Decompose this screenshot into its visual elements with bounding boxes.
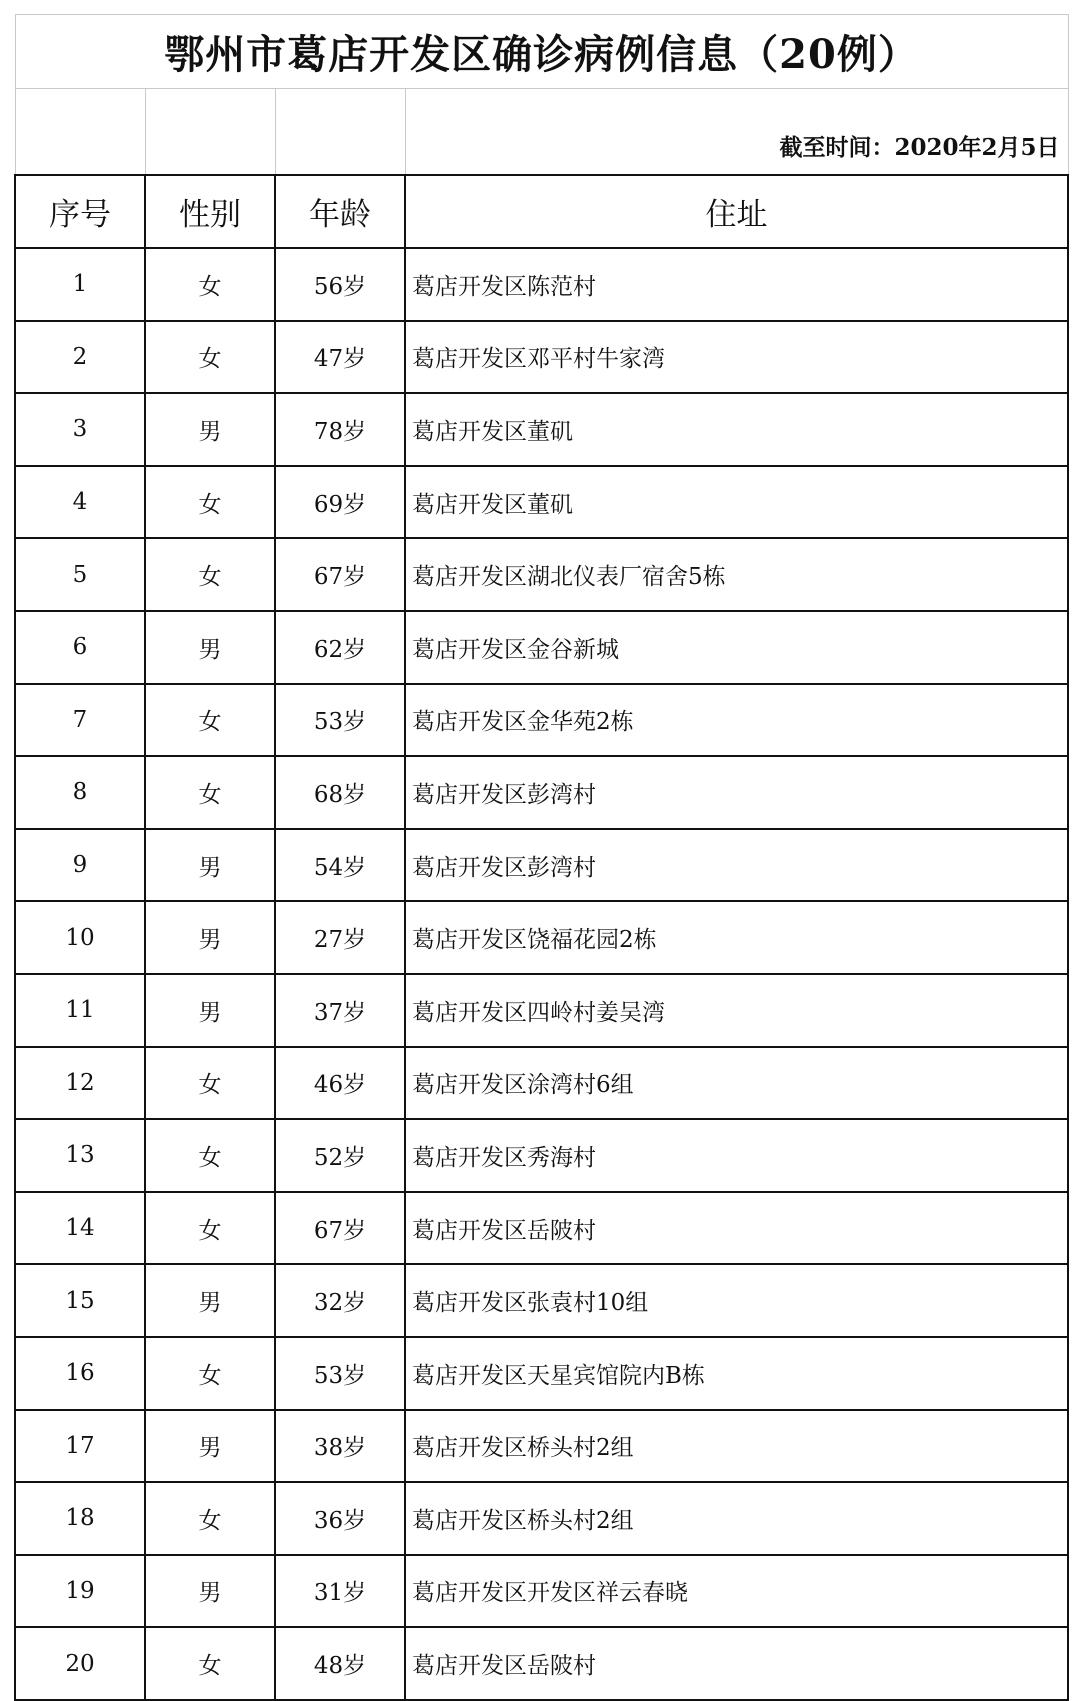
- cell-address: 葛店开发区金谷新城: [405, 611, 1068, 684]
- cell-sex: 女: [145, 538, 275, 611]
- cell-sex: 男: [145, 393, 275, 466]
- cell-no: 2: [15, 321, 145, 394]
- cell-sex: 男: [145, 1555, 275, 1628]
- cell-age: 53岁: [275, 684, 405, 757]
- cell-no: 10: [15, 901, 145, 974]
- cell-address: 葛店开发区桥头村2组: [405, 1482, 1068, 1555]
- cell-no: 14: [15, 1192, 145, 1265]
- cell-sex: 女: [145, 1119, 275, 1192]
- empty-cell: [15, 89, 145, 176]
- table-row: [15, 901, 1068, 974]
- table-row: [15, 1482, 1068, 1555]
- cell-age: 47岁: [275, 321, 405, 394]
- cell-address: 葛店开发区金华苑2栋: [405, 684, 1068, 757]
- cell-no: 13: [15, 1119, 145, 1192]
- case-table-sheet: [14, 14, 1067, 1701]
- cell-sex: 女: [145, 1047, 275, 1120]
- page-title: 鄂州市葛店开发区确诊病例信息（20例）: [15, 15, 1068, 89]
- cell-age: 69岁: [275, 466, 405, 539]
- cutoff-date: 截至时间：2020年2月5日: [405, 89, 1068, 176]
- header-address: 住址: [405, 175, 1068, 248]
- table-row: [15, 1047, 1068, 1120]
- cell-age: 27岁: [275, 901, 405, 974]
- table-row: [15, 1337, 1068, 1410]
- cell-sex: 女: [145, 1337, 275, 1410]
- title-row: [15, 15, 1068, 89]
- cell-age: 53岁: [275, 1337, 405, 1410]
- table-row: [15, 1627, 1068, 1700]
- cell-sex: 男: [145, 1410, 275, 1483]
- cell-no: 11: [15, 974, 145, 1047]
- cell-age: 46岁: [275, 1047, 405, 1120]
- cell-no: 7: [15, 684, 145, 757]
- cell-address: 葛店开发区秀海村: [405, 1119, 1068, 1192]
- cell-age: 48岁: [275, 1627, 405, 1700]
- cell-age: 78岁: [275, 393, 405, 466]
- table-row: [15, 756, 1068, 829]
- cell-address: 葛店开发区董矶: [405, 393, 1068, 466]
- cell-address: 葛店开发区湖北仪表厂宿舍5栋: [405, 538, 1068, 611]
- cell-address: 葛店开发区开发区祥云春晓: [405, 1555, 1068, 1628]
- cell-age: 54岁: [275, 829, 405, 902]
- cell-sex: 女: [145, 1192, 275, 1265]
- empty-cell: [145, 89, 275, 176]
- table-row: [15, 829, 1068, 902]
- table-row: [15, 1192, 1068, 1265]
- cell-address: 葛店开发区彭湾村: [405, 756, 1068, 829]
- cell-address: 葛店开发区彭湾村: [405, 829, 1068, 902]
- table-row: [15, 684, 1068, 757]
- cell-no: 4: [15, 466, 145, 539]
- cell-age: 67岁: [275, 538, 405, 611]
- cell-no: 12: [15, 1047, 145, 1120]
- cell-sex: 男: [145, 829, 275, 902]
- cell-address: 葛店开发区涂湾村6组: [405, 1047, 1068, 1120]
- cell-age: 36岁: [275, 1482, 405, 1555]
- cell-sex: 男: [145, 974, 275, 1047]
- cell-sex: 男: [145, 611, 275, 684]
- cell-address: 葛店开发区邓平村牛家湾: [405, 321, 1068, 394]
- cell-age: 37岁: [275, 974, 405, 1047]
- cell-no: 15: [15, 1264, 145, 1337]
- table-row: [15, 1555, 1068, 1628]
- cell-age: 38岁: [275, 1410, 405, 1483]
- cell-sex: 女: [145, 1627, 275, 1700]
- header-no: 序号: [15, 175, 145, 248]
- cell-sex: 女: [145, 321, 275, 394]
- cell-address: 葛店开发区饶福花园2栋: [405, 901, 1068, 974]
- cell-age: 31岁: [275, 1555, 405, 1628]
- table-row: [15, 248, 1068, 321]
- cell-sex: 女: [145, 1482, 275, 1555]
- cell-no: 9: [15, 829, 145, 902]
- cell-no: 16: [15, 1337, 145, 1410]
- cell-no: 1: [15, 248, 145, 321]
- empty-cell: [275, 89, 405, 176]
- cell-sex: 女: [145, 248, 275, 321]
- cell-no: 8: [15, 756, 145, 829]
- cell-address: 葛店开发区天星宾馆院内B栋: [405, 1337, 1068, 1410]
- cell-address: 葛店开发区陈范村: [405, 248, 1068, 321]
- cell-no: 19: [15, 1555, 145, 1628]
- cell-address: 葛店开发区岳陂村: [405, 1627, 1068, 1700]
- cell-sex: 男: [145, 901, 275, 974]
- cell-age: 56岁: [275, 248, 405, 321]
- cell-address: 葛店开发区董矶: [405, 466, 1068, 539]
- cell-age: 62岁: [275, 611, 405, 684]
- cell-age: 32岁: [275, 1264, 405, 1337]
- cell-no: 5: [15, 538, 145, 611]
- cell-address: 葛店开发区桥头村2组: [405, 1410, 1068, 1483]
- header-row: [15, 175, 1068, 248]
- cell-address: 葛店开发区张袁村10组: [405, 1264, 1068, 1337]
- cell-sex: 女: [145, 466, 275, 539]
- table-row: [15, 393, 1068, 466]
- cell-no: 6: [15, 611, 145, 684]
- header-age: 年龄: [275, 175, 405, 248]
- table-row: [15, 1119, 1068, 1192]
- table-row: [15, 611, 1068, 684]
- cell-no: 20: [15, 1627, 145, 1700]
- table-row: [15, 321, 1068, 394]
- cell-address: 葛店开发区岳陂村: [405, 1192, 1068, 1265]
- cell-sex: 女: [145, 756, 275, 829]
- table-row: [15, 466, 1068, 539]
- table-row: [15, 1264, 1068, 1337]
- case-table: [14, 14, 1069, 1701]
- table-row: [15, 1410, 1068, 1483]
- cell-no: 18: [15, 1482, 145, 1555]
- cell-age: 67岁: [275, 1192, 405, 1265]
- cell-sex: 女: [145, 684, 275, 757]
- header-sex: 性别: [145, 175, 275, 248]
- table-row: [15, 538, 1068, 611]
- date-row: [15, 89, 1068, 176]
- cell-address: 葛店开发区四岭村姜吴湾: [405, 974, 1068, 1047]
- table-row: [15, 974, 1068, 1047]
- cell-no: 17: [15, 1410, 145, 1483]
- cell-sex: 男: [145, 1264, 275, 1337]
- cell-age: 68岁: [275, 756, 405, 829]
- cell-age: 52岁: [275, 1119, 405, 1192]
- cell-no: 3: [15, 393, 145, 466]
